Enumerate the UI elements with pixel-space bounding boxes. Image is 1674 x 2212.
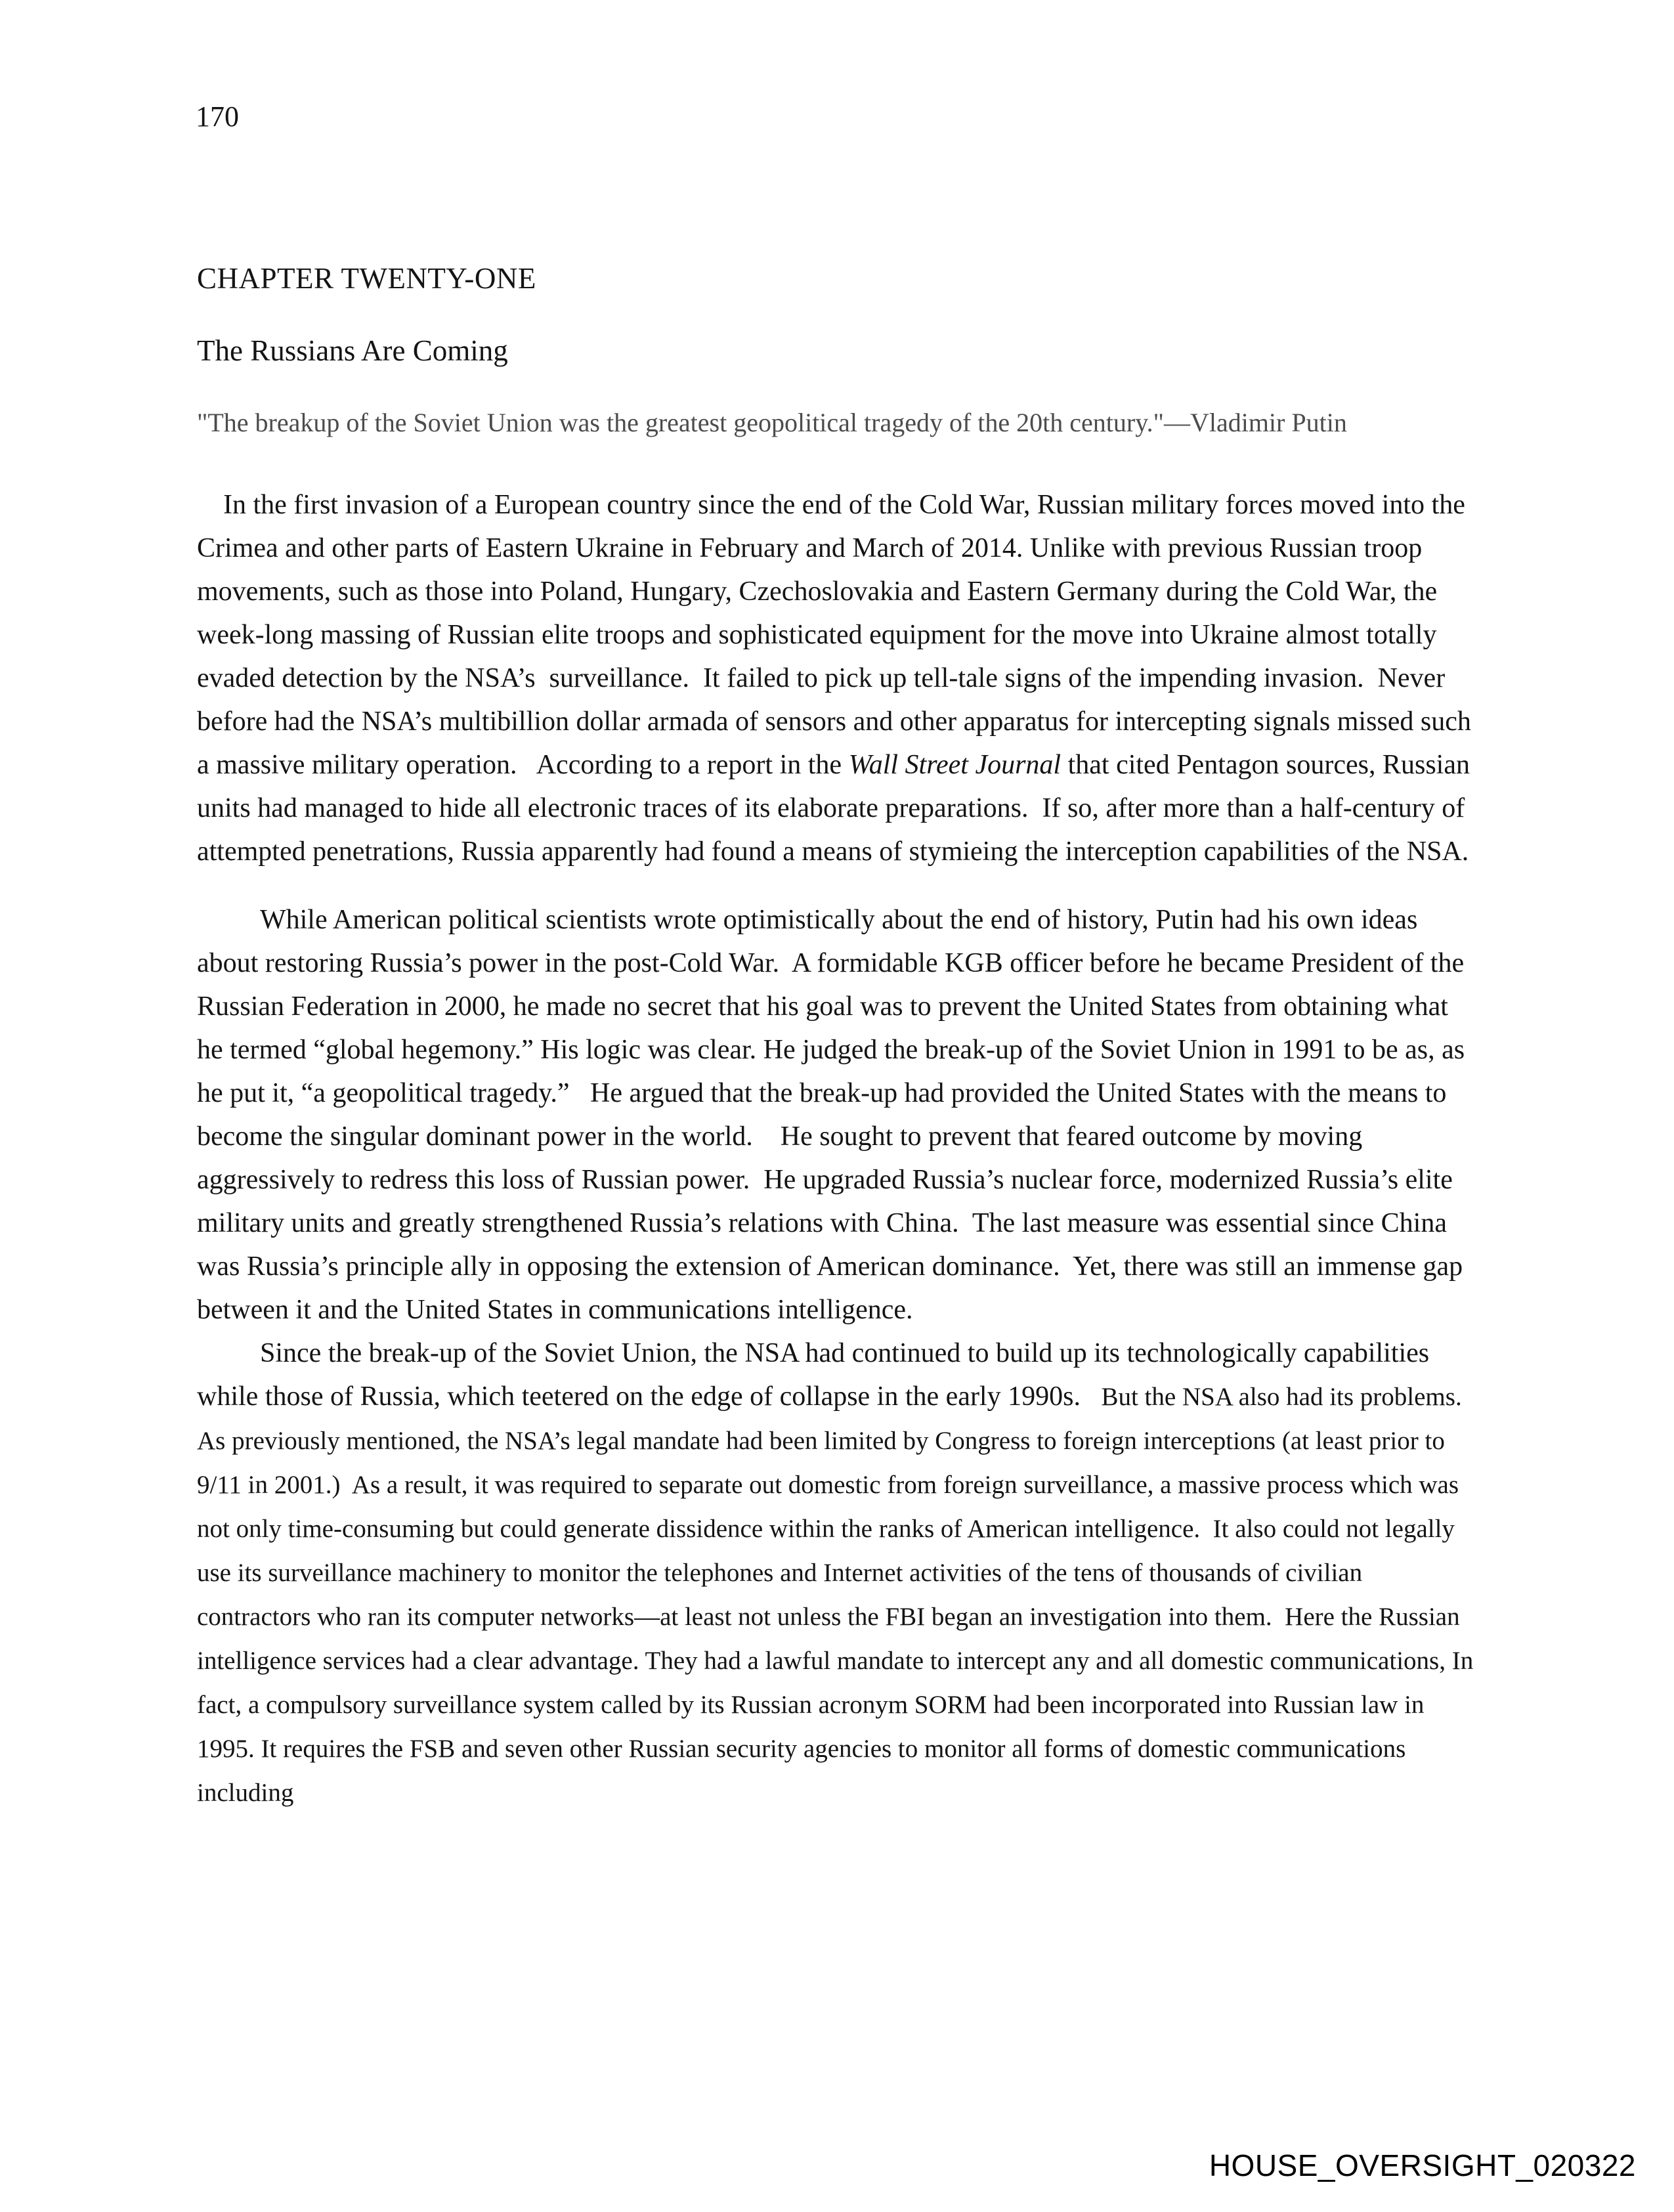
- page-number: 170: [196, 100, 239, 133]
- paragraph-3: [197, 1332, 1480, 1815]
- page-content: [197, 261, 1480, 1815]
- epigraph-quote: "The breakup of the Soviet Union was the greatest geopolitical tragedy of the 20th century."—Vladimir Putin: [197, 408, 1347, 437]
- paragraph-1-text-before: In the first invasion of a European country since the end of the Cold War, Russian military forces moved into the Crimea and other parts of Eastern Ukraine in February and March of 2014. Unlike with previous Russian troop movements, such as those into Poland, Hungary, Czechoslovakia and Eastern Germany during the Cold War, the week-long massing of Russian elite troops and sophisticated equipment for the move into Ukraine almost totally evaded detection by the NSA’s surveillance. It failed to pick up tell-tale signs of the impending invasion. Never before had the NSA’s multibillion dollar armada of sensors and other apparatus for intercepting signals missed such a massive military operation. According to a report in the: [197, 490, 1478, 780]
- chapter-heading: CHAPTER TWENTY-ONE: [197, 262, 536, 295]
- chapter-title: The Russians Are Coming: [197, 334, 508, 367]
- paragraph-2: While American political scientists wrote optimistically about the end of history, Putin had his own ideas about restoring Russia’s power in the post-Cold War. A formidable KGB officer before he became President of the Russian Federation in 2000, he made no secret that his goal was to prevent the United States from obtaining what he termed “global hegemony.” His logic was clear. He judged the break-up of the Soviet Union in 1991 to be as, as he put it, “a geopolitical tragedy.” He argued that the break-up had provided the United States with the means to become the singular dominant power in the world. He sought to prevent that feared outcome by moving aggressively to redress this loss of Russian power. He upgraded Russia’s nuclear force, modernized Russia’s elite military units and greatly strengthened Russia’s relations with China. The last measure was essential since China was Russia’s principle ally in opposing the extension of American dominance. Yet, there was still an immense gap between it and the United States in communications intelligence.: [197, 905, 1472, 1325]
- paragraph-1-text-after: that cited Pentagon sources, Russian units had managed to hide all electronic traces of its elaborate preparations. If so, after more than a half-century of attempted penetrations, Russia apparently had found a means of stymieing the interception capabilities of the NSA.: [197, 750, 1477, 867]
- paragraph-3-rest: But the NSA also had its problems. As previously mentioned, the NSA’s legal mandate had been limited by Congress to foreign interceptions (at least prior to 9/11 in 2001.) As a result, it was required to separate out domestic from foreign surveillance, a massive process which was not only time-consuming but could generate dissidence within the ranks of American intelligence. It also could not legally use its surveillance machinery to monitor the telephones and Internet activities of the tens of thousands of civilian contractors who ran its computer networks—at least not unless the FBI began an investigation into them. Here the Russian intelligence services had a clear advantage. They had a lawful mandate to intercept any and all domestic communications, In fact, a compulsory surveillance system called by its Russian acronym SORM had been incorporated into Russian law in 1995. It requires the FSB and seven other Russian security agencies to monitor all forms of domestic communications including: [197, 1383, 1480, 1807]
- paragraph-1: [197, 483, 1478, 873]
- oversight-stamp: HOUSE_OVERSIGHT_020322: [1209, 2148, 1636, 2182]
- paragraph-3-lead: Since the break-up of the Soviet Union, the NSA had continued to build up its technologically capabilities while those of Russia, which teetered on the edge of collapse in the early 1990s.: [197, 1338, 1436, 1412]
- paragraph-1-italic-title: Wall Street Journal: [848, 750, 1062, 780]
